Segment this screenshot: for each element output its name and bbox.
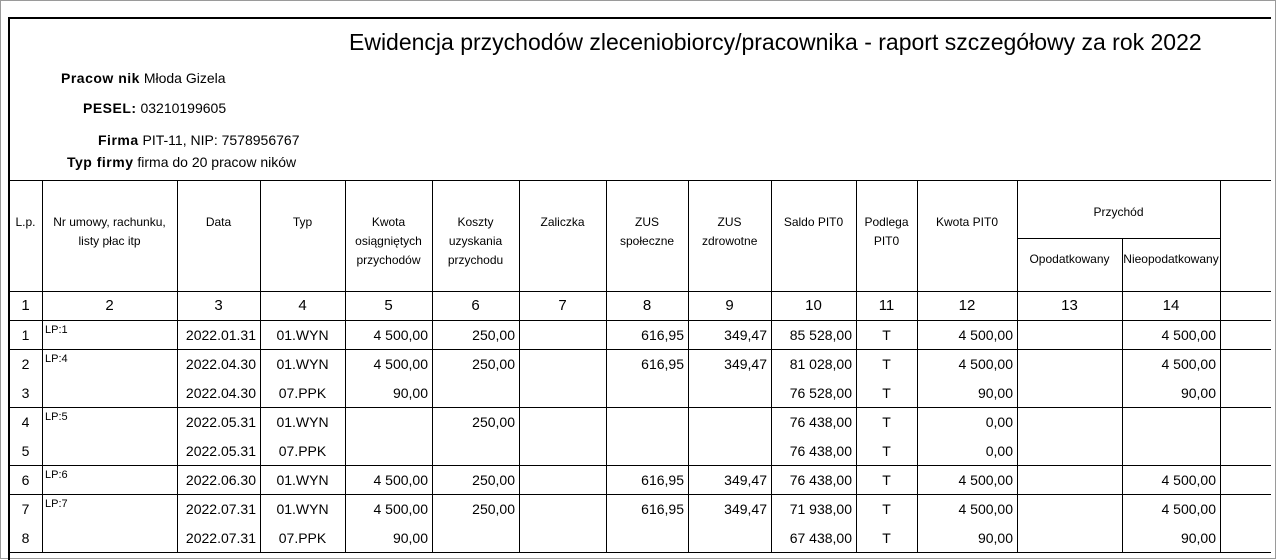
firm-line [98, 132, 299, 148]
cell-lp: 6 [21, 472, 30, 488]
cell-nr: LP:5 [45, 411, 68, 423]
header-zus-s: ZUS społeczne [620, 215, 675, 248]
cell-typ: 07.PPK [278, 443, 327, 459]
cell-lp: 5 [21, 443, 30, 459]
cell-podlega: T [882, 414, 891, 430]
employee-label: Pracow nik [61, 70, 140, 86]
header-opod: Opodatkowany [1029, 252, 1110, 266]
cell-podlega: T [882, 327, 891, 343]
cell-saldo: 76 438,00 [789, 472, 852, 488]
cell-data: 2022.04.30 [185, 385, 256, 401]
column-number: 8 [642, 297, 652, 314]
employee-line [61, 70, 226, 86]
cell-typ: 01.WYN [276, 501, 329, 517]
cell-lp: 2 [21, 356, 30, 372]
header-typ: Typ [292, 215, 313, 229]
cell-data: 2022.04.30 [185, 356, 256, 372]
cell-koszty: 250,00 [472, 356, 515, 372]
cell-data: 2022.05.31 [185, 414, 256, 430]
cell-typ: 01.WYN [276, 472, 329, 488]
cell-nr: LP:1 [45, 324, 68, 336]
cell-kwota: 90,00 [392, 530, 428, 546]
cell-zus-s: 616,95 [641, 501, 684, 517]
column-number: 13 [1061, 297, 1078, 314]
pesel-value: 03210199605 [140, 100, 227, 116]
header-lp: L.p. [15, 215, 36, 229]
cell-zus-z: 349,47 [724, 327, 767, 343]
cell-saldo: 81 028,00 [789, 356, 852, 372]
firm-label: Firma [98, 132, 139, 148]
cell-nieopod: 4 500,00 [1161, 472, 1216, 488]
header-nr: Nr umowy, rachunku, listy płac itp [53, 215, 166, 248]
column-number: 1 [21, 297, 30, 314]
column-number: 9 [725, 297, 734, 314]
header-nieopod: Nieopodatkowany [1123, 252, 1219, 266]
column-number: 5 [384, 297, 393, 314]
column-rule [917, 180, 918, 552]
cell-koszty: 250,00 [472, 414, 515, 430]
cell-zus-z: 349,47 [724, 356, 767, 372]
column-rule [1017, 180, 1018, 552]
header-przychod: Przychód [1093, 205, 1144, 219]
column-rule [42, 180, 43, 552]
cell-lp: 3 [21, 385, 30, 401]
column-rule [606, 180, 607, 552]
cell-saldo: 76 528,00 [789, 385, 852, 401]
cell-kwota: 4 500,00 [373, 501, 428, 517]
column-number: 6 [471, 297, 480, 314]
column-number: 11 [878, 297, 895, 314]
cell-saldo: 67 438,00 [789, 530, 852, 546]
cell-podlega: T [882, 472, 891, 488]
employee-value: Młoda Gizela [143, 70, 226, 86]
cell-podlega: T [882, 501, 891, 517]
cell-data: 2022.07.31 [185, 501, 256, 517]
column-number: 12 [958, 297, 976, 314]
cell-kwota-pit: 4 500,00 [958, 356, 1013, 372]
column-rule [771, 180, 772, 552]
cell-nieopod: 4 500,00 [1161, 327, 1216, 343]
cell-data: 2022.07.31 [185, 530, 256, 546]
cell-saldo: 76 438,00 [789, 443, 852, 459]
table-bottom-rule [9, 552, 1271, 553]
column-number: 2 [105, 297, 114, 314]
column-rule [177, 180, 178, 552]
header-koszty: Koszty uzyskania przychodu [447, 215, 504, 267]
column-number: 10 [805, 297, 822, 314]
cell-zus-s: 616,95 [641, 356, 684, 372]
cell-kwota: 4 500,00 [373, 356, 428, 372]
column-number: 7 [558, 297, 567, 314]
cell-zus-s: 616,95 [641, 327, 684, 343]
column-rule [432, 180, 433, 552]
cell-lp: 1 [21, 327, 30, 343]
column-rule [1122, 238, 1123, 552]
cell-nr [45, 524, 174, 526]
header-data: Data [205, 215, 232, 229]
report-title: Ewidencja przychodów zleceniobiorcy/pracownika - raport szczegółowy za rok 2022 [349, 29, 1202, 55]
cell-nr: LP:6 [45, 469, 68, 481]
column-rule [345, 180, 346, 552]
cell-typ: 01.WYN [276, 356, 329, 372]
cell-zus-z: 349,47 [724, 472, 767, 488]
cell-zus-s: 616,95 [641, 472, 684, 488]
cell-kwota: 90,00 [392, 385, 428, 401]
cell-lp: 8 [21, 530, 30, 546]
cell-lp: 4 [21, 414, 30, 430]
cell-data: 2022.01.31 [185, 327, 256, 343]
cell-koszty: 250,00 [472, 327, 515, 343]
cell-nr: LP:7 [45, 498, 68, 510]
cell-typ: 07.PPK [278, 530, 327, 546]
cell-nr: LP:4 [45, 353, 68, 365]
cell-podlega: T [882, 443, 891, 459]
cell-nieopod: 4 500,00 [1161, 501, 1216, 517]
firm-type-label: Typ firmy [67, 154, 134, 170]
cell-saldo: 85 528,00 [789, 327, 852, 343]
header-kwota: Kwota osiągniętych przychodów [355, 215, 422, 267]
table-top-rule [9, 180, 1271, 181]
column-rule [688, 180, 689, 552]
cell-lp: 7 [21, 501, 30, 517]
column-number: 4 [298, 297, 307, 314]
cell-podlega: T [882, 356, 891, 372]
column-rule [519, 180, 520, 552]
cell-kwota: 4 500,00 [373, 472, 428, 488]
cell-kwota-pit: 0,00 [985, 443, 1013, 459]
cell-kwota-pit: 4 500,00 [958, 472, 1013, 488]
cell-data: 2022.05.31 [185, 443, 256, 459]
cell-nieopod: 4 500,00 [1161, 356, 1216, 372]
cell-nieopod: 90,00 [1180, 385, 1216, 401]
pesel-label: PESEL: [83, 100, 137, 116]
firm-value: PIT-11, NIP: 7578956767 [142, 132, 300, 148]
cell-kwota: 4 500,00 [373, 327, 428, 343]
header-zaliczka: Zaliczka [540, 215, 585, 229]
cell-kwota-pit: 4 500,00 [958, 327, 1013, 343]
cell-nr [45, 437, 174, 439]
cell-data: 2022.06.30 [185, 472, 256, 488]
cell-koszty: 250,00 [472, 501, 515, 517]
cell-typ: 07.PPK [278, 385, 327, 401]
cell-saldo: 71 938,00 [789, 501, 852, 517]
cell-typ: 01.WYN [276, 414, 329, 430]
cell-kwota-pit: 90,00 [977, 530, 1013, 546]
header-zus-z: ZUS zdrowotne [702, 215, 758, 248]
column-number: 14 [1162, 297, 1180, 314]
column-number: 3 [214, 297, 223, 314]
firm-type-value: firma do 20 pracow ników [137, 154, 297, 170]
header-saldo: Saldo PIT0 [783, 215, 844, 229]
cell-podlega: T [882, 530, 891, 546]
cell-kwota-pit: 4 500,00 [958, 501, 1013, 517]
cell-nr [45, 379, 174, 381]
firm-type-line [67, 154, 296, 170]
cell-koszty: 250,00 [472, 472, 515, 488]
cell-saldo: 76 438,00 [789, 414, 852, 430]
cell-typ: 01.WYN [276, 327, 329, 343]
cell-zus-z: 349,47 [724, 501, 767, 517]
pesel-line [83, 100, 226, 116]
cell-kwota-pit: 90,00 [977, 385, 1013, 401]
przychod-split-rule [1017, 238, 1220, 239]
header-podlega: Podlega PIT0 [864, 215, 909, 248]
column-rule [1220, 180, 1221, 552]
cell-kwota-pit: 0,00 [985, 414, 1013, 430]
cell-podlega: T [882, 385, 891, 401]
cell-nieopod: 90,00 [1180, 530, 1216, 546]
header-kwota-pit: Kwota PIT0 [935, 215, 999, 229]
